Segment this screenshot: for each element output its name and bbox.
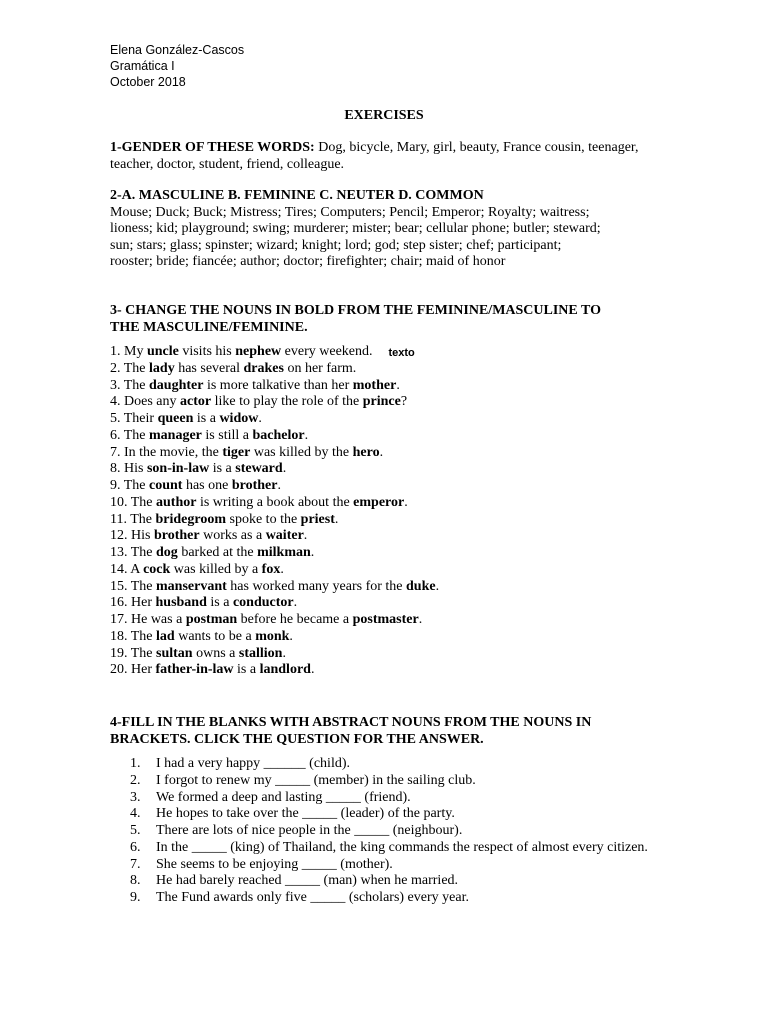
list-item [110, 528, 670, 545]
sentence-text: is a [233, 662, 260, 678]
question-number: 5. [130, 823, 141, 838]
section-2-line: lioness; kid; playground; swing; murderer; mister; bear; cellular phone; butler; steward; [110, 221, 601, 236]
question-item[interactable] [110, 756, 676, 773]
bold-noun: milkman [257, 545, 311, 560]
sentence-text: is writing a book about the [196, 494, 354, 510]
bold-noun: daughter [149, 377, 204, 393]
section-2-heading: 2-A. MASCULINE B. FEMININE C. NEUTER D. COMMON [110, 188, 484, 203]
bold-noun: brother [231, 478, 278, 493]
section-3-heading-line: 3- CHANGE THE NOUNS IN BOLD FROM THE FEMININE/MASCULINE TO [110, 303, 601, 318]
list-item [110, 662, 670, 679]
sentence-text: 18. The [110, 628, 157, 644]
question-item[interactable] [110, 890, 676, 907]
bold-noun: steward [235, 461, 283, 477]
sentence-text: 20. Her [110, 662, 156, 678]
bold-noun: conductor [232, 595, 294, 611]
list-item [110, 595, 670, 612]
section-2-line: sun; stars; glass; spinster; wizard; knight; lord; god; step sister; chef; participant; [110, 237, 562, 253]
sentence-text: . [280, 561, 284, 577]
bold-noun: bachelor [252, 427, 305, 443]
sentence-text: . [435, 578, 440, 594]
bold-noun: manservant [156, 578, 227, 594]
question-text: I forgot to renew my _____ (member) in the sailing club. [156, 772, 476, 788]
question-text: He hopes to take over the _____ (leader) of the party. [156, 806, 455, 822]
list-item [110, 512, 670, 529]
list-item [110, 646, 670, 663]
sentence-text: . [404, 494, 408, 510]
question-number: 6. [130, 839, 141, 855]
sentence-text: has one [182, 478, 232, 493]
question-number: 7. [130, 856, 141, 872]
list-item [110, 428, 670, 445]
question-item[interactable] [110, 773, 676, 790]
question-text: There are lots of nice people in the _____ (neighbour). [156, 823, 463, 838]
list-item [110, 579, 670, 596]
sentence-text: . [310, 662, 315, 678]
bold-noun: nephew [235, 344, 282, 359]
section-4-heading-line: 4-FILL IN THE BLANKS WITH ABSTRACT NOUNS FROM THE NOUNS IN [110, 715, 592, 730]
bold-noun: husband [155, 595, 207, 611]
list-item [110, 461, 670, 478]
bold-noun: widow [219, 411, 259, 426]
sentence-text: 2. The [110, 360, 150, 376]
bold-noun: father-in-law [155, 662, 234, 678]
sentence-text: like to play the role of the [211, 394, 363, 410]
document-date: October 2018 [110, 75, 186, 89]
bold-noun: hero [352, 444, 380, 460]
sentence-text: 13. The [110, 545, 157, 560]
bold-noun: lad [156, 628, 175, 644]
course-name: Gramática I [110, 59, 175, 73]
sentence-text: is more talkative than her [203, 377, 353, 393]
question-number: 1. [130, 756, 141, 771]
bold-noun: uncle [146, 344, 179, 359]
section-2 [110, 188, 670, 271]
list-item [110, 629, 670, 646]
sentence-text: . [303, 528, 308, 544]
list-item [110, 545, 670, 562]
sentence-text: has worked many years for the [226, 578, 407, 594]
bold-noun: drakes [243, 360, 284, 376]
sentence-text: 9. The [110, 478, 150, 493]
sentence-text: is a [193, 411, 220, 426]
bold-noun: stallion [238, 645, 283, 661]
bold-noun: fox [261, 561, 281, 577]
question-item[interactable] [110, 857, 676, 874]
sentence-text: . [282, 461, 287, 477]
list-item [110, 612, 670, 629]
question-text: He had barely reached _____ (man) when he married. [156, 873, 459, 889]
bold-noun: dog [156, 545, 178, 560]
question-number: 3. [130, 789, 141, 805]
list-item [110, 344, 670, 361]
sentence-text: 4. Does any [110, 394, 180, 410]
sentence-text: wants to be a [174, 628, 256, 644]
bold-noun: monk [255, 628, 290, 644]
section-1-text: Dog, bicycle, Mary, girl, beauty, France cousin, teenager, teacher, doctor, student, friend, colleague. [110, 140, 639, 172]
sentence-text: . [304, 427, 309, 443]
question-number: 2. [130, 772, 141, 788]
bold-noun: queen [157, 411, 194, 426]
section-1-heading: 1-GENDER OF THESE WORDS: [110, 140, 315, 155]
sentence-text: barked at the [177, 545, 258, 560]
section-2-line: rooster; bride; fiancée; author; doctor; firefighter; chair; maid of honor [110, 254, 506, 269]
author-name: Elena González-Cascos [110, 43, 245, 57]
bold-noun: bridegroom [155, 511, 227, 527]
section-2-line: Mouse; Duck; Buck; Mistress; Tires; Computers; Pencil; Emperor; Royalty; waitress; [110, 204, 590, 220]
sentence-text: 14. A [110, 561, 144, 577]
list-item [110, 378, 670, 395]
sentence-text: 17. He was a [110, 612, 186, 627]
sentence-text: . [310, 545, 315, 560]
bold-noun: emperor [353, 494, 405, 510]
question-item[interactable] [110, 840, 676, 857]
list-item [110, 361, 670, 378]
question-text: We formed a deep and lasting _____ (friend). [156, 789, 411, 805]
sentence-text: was killed by the [250, 444, 353, 460]
sentence-text: has several [174, 360, 244, 376]
question-item[interactable] [110, 806, 676, 823]
question-number: 8. [130, 873, 141, 889]
section-3-list [110, 344, 670, 679]
sentence-text: 16. Her [110, 595, 156, 611]
question-text: The Fund awards only five _____ (scholars) every year. [156, 890, 469, 905]
bold-noun: author [156, 494, 197, 510]
bold-noun: actor [180, 394, 212, 410]
bold-noun: count [149, 478, 183, 493]
list-item [110, 394, 670, 411]
list-item [110, 478, 670, 495]
sentence-text: . [282, 645, 286, 661]
sentence-text: spoke to the [226, 511, 301, 527]
bold-noun: priest [300, 511, 335, 527]
bold-noun: landlord [259, 662, 311, 678]
sentence-text: 6. The [110, 427, 150, 443]
sentence-text: 1. My [110, 344, 147, 359]
bold-noun: lady [149, 360, 175, 376]
section-3 [110, 303, 670, 679]
sentence-text: 3. The [110, 377, 150, 393]
bold-noun: postman [185, 612, 238, 627]
sentence-text: owns a [192, 645, 239, 661]
sentence-text: 10. The [110, 494, 157, 510]
question-text: She seems to be enjoying _____ (mother). [156, 856, 393, 872]
sentence-text: before he became a [237, 612, 353, 627]
list-item [110, 445, 670, 462]
sentence-text: 5. Their [110, 411, 158, 426]
sentence-text: visits his [178, 344, 236, 359]
bold-noun: duke [406, 578, 436, 594]
sentence-text: 7. In the movie, the [110, 444, 223, 460]
question-item[interactable] [110, 823, 676, 840]
sentence-text: . [379, 444, 384, 460]
list-item [110, 495, 670, 512]
sentence-text: . [258, 411, 262, 426]
bold-noun: mother [352, 377, 397, 393]
sentence-text: on her farm. [283, 360, 357, 376]
sentence-text: . [277, 478, 281, 493]
sentence-text: . [334, 511, 339, 527]
bold-noun: postmaster [352, 612, 419, 627]
section-4-heading-line: BRACKETS. CLICK THE QUESTION FOR THE ANSWER. [110, 731, 484, 747]
question-number: 9. [130, 890, 141, 905]
sentence-text: is a [209, 461, 236, 477]
sentence-text: every weekend. [281, 344, 373, 359]
sentence-text: is still a [201, 427, 253, 443]
sentence-text: . [289, 628, 293, 644]
question-text: I had a very happy ______ (child). [156, 756, 350, 771]
sentence-text: 11. The [110, 511, 156, 527]
bold-noun: cock [143, 561, 171, 577]
list-item [110, 411, 670, 428]
section-4-list [110, 756, 670, 907]
question-item[interactable] [110, 790, 676, 807]
sentence-text: 15. The [110, 578, 157, 594]
sentence-text: . [293, 595, 298, 611]
section-4 [110, 715, 670, 907]
section-1 [110, 140, 670, 173]
document-header [110, 42, 244, 90]
sentence-text: 8. His [110, 461, 147, 477]
sentence-text: is a [206, 595, 233, 611]
bold-noun: waiter [265, 528, 304, 544]
section-3-heading-line: THE MASCULINE/FEMININE. [110, 319, 308, 335]
bold-noun: son-in-law [146, 461, 210, 477]
sentence-text: . [396, 377, 400, 393]
sentence-text: 12. His [110, 528, 154, 544]
sentence-text: 19. The [110, 645, 157, 661]
sentence-text: ? [400, 394, 408, 410]
texto-note: texto [388, 347, 415, 359]
list-item [110, 562, 670, 579]
page-title: EXERCISES [344, 108, 424, 123]
bold-noun: manager [149, 427, 202, 443]
bold-noun: prince [362, 394, 401, 410]
sentence-text: . [418, 612, 423, 627]
question-item[interactable] [110, 873, 676, 890]
question-text: In the _____ (king) of Thailand, the king commands the respect of almost every citizen. [156, 839, 648, 855]
bold-noun: sultan [156, 645, 193, 661]
sentence-text: works as a [199, 528, 266, 544]
bold-noun: brother [153, 528, 200, 544]
bold-noun: tiger [222, 444, 251, 460]
sentence-text: was killed by a [170, 561, 262, 577]
question-number: 4. [130, 806, 141, 822]
